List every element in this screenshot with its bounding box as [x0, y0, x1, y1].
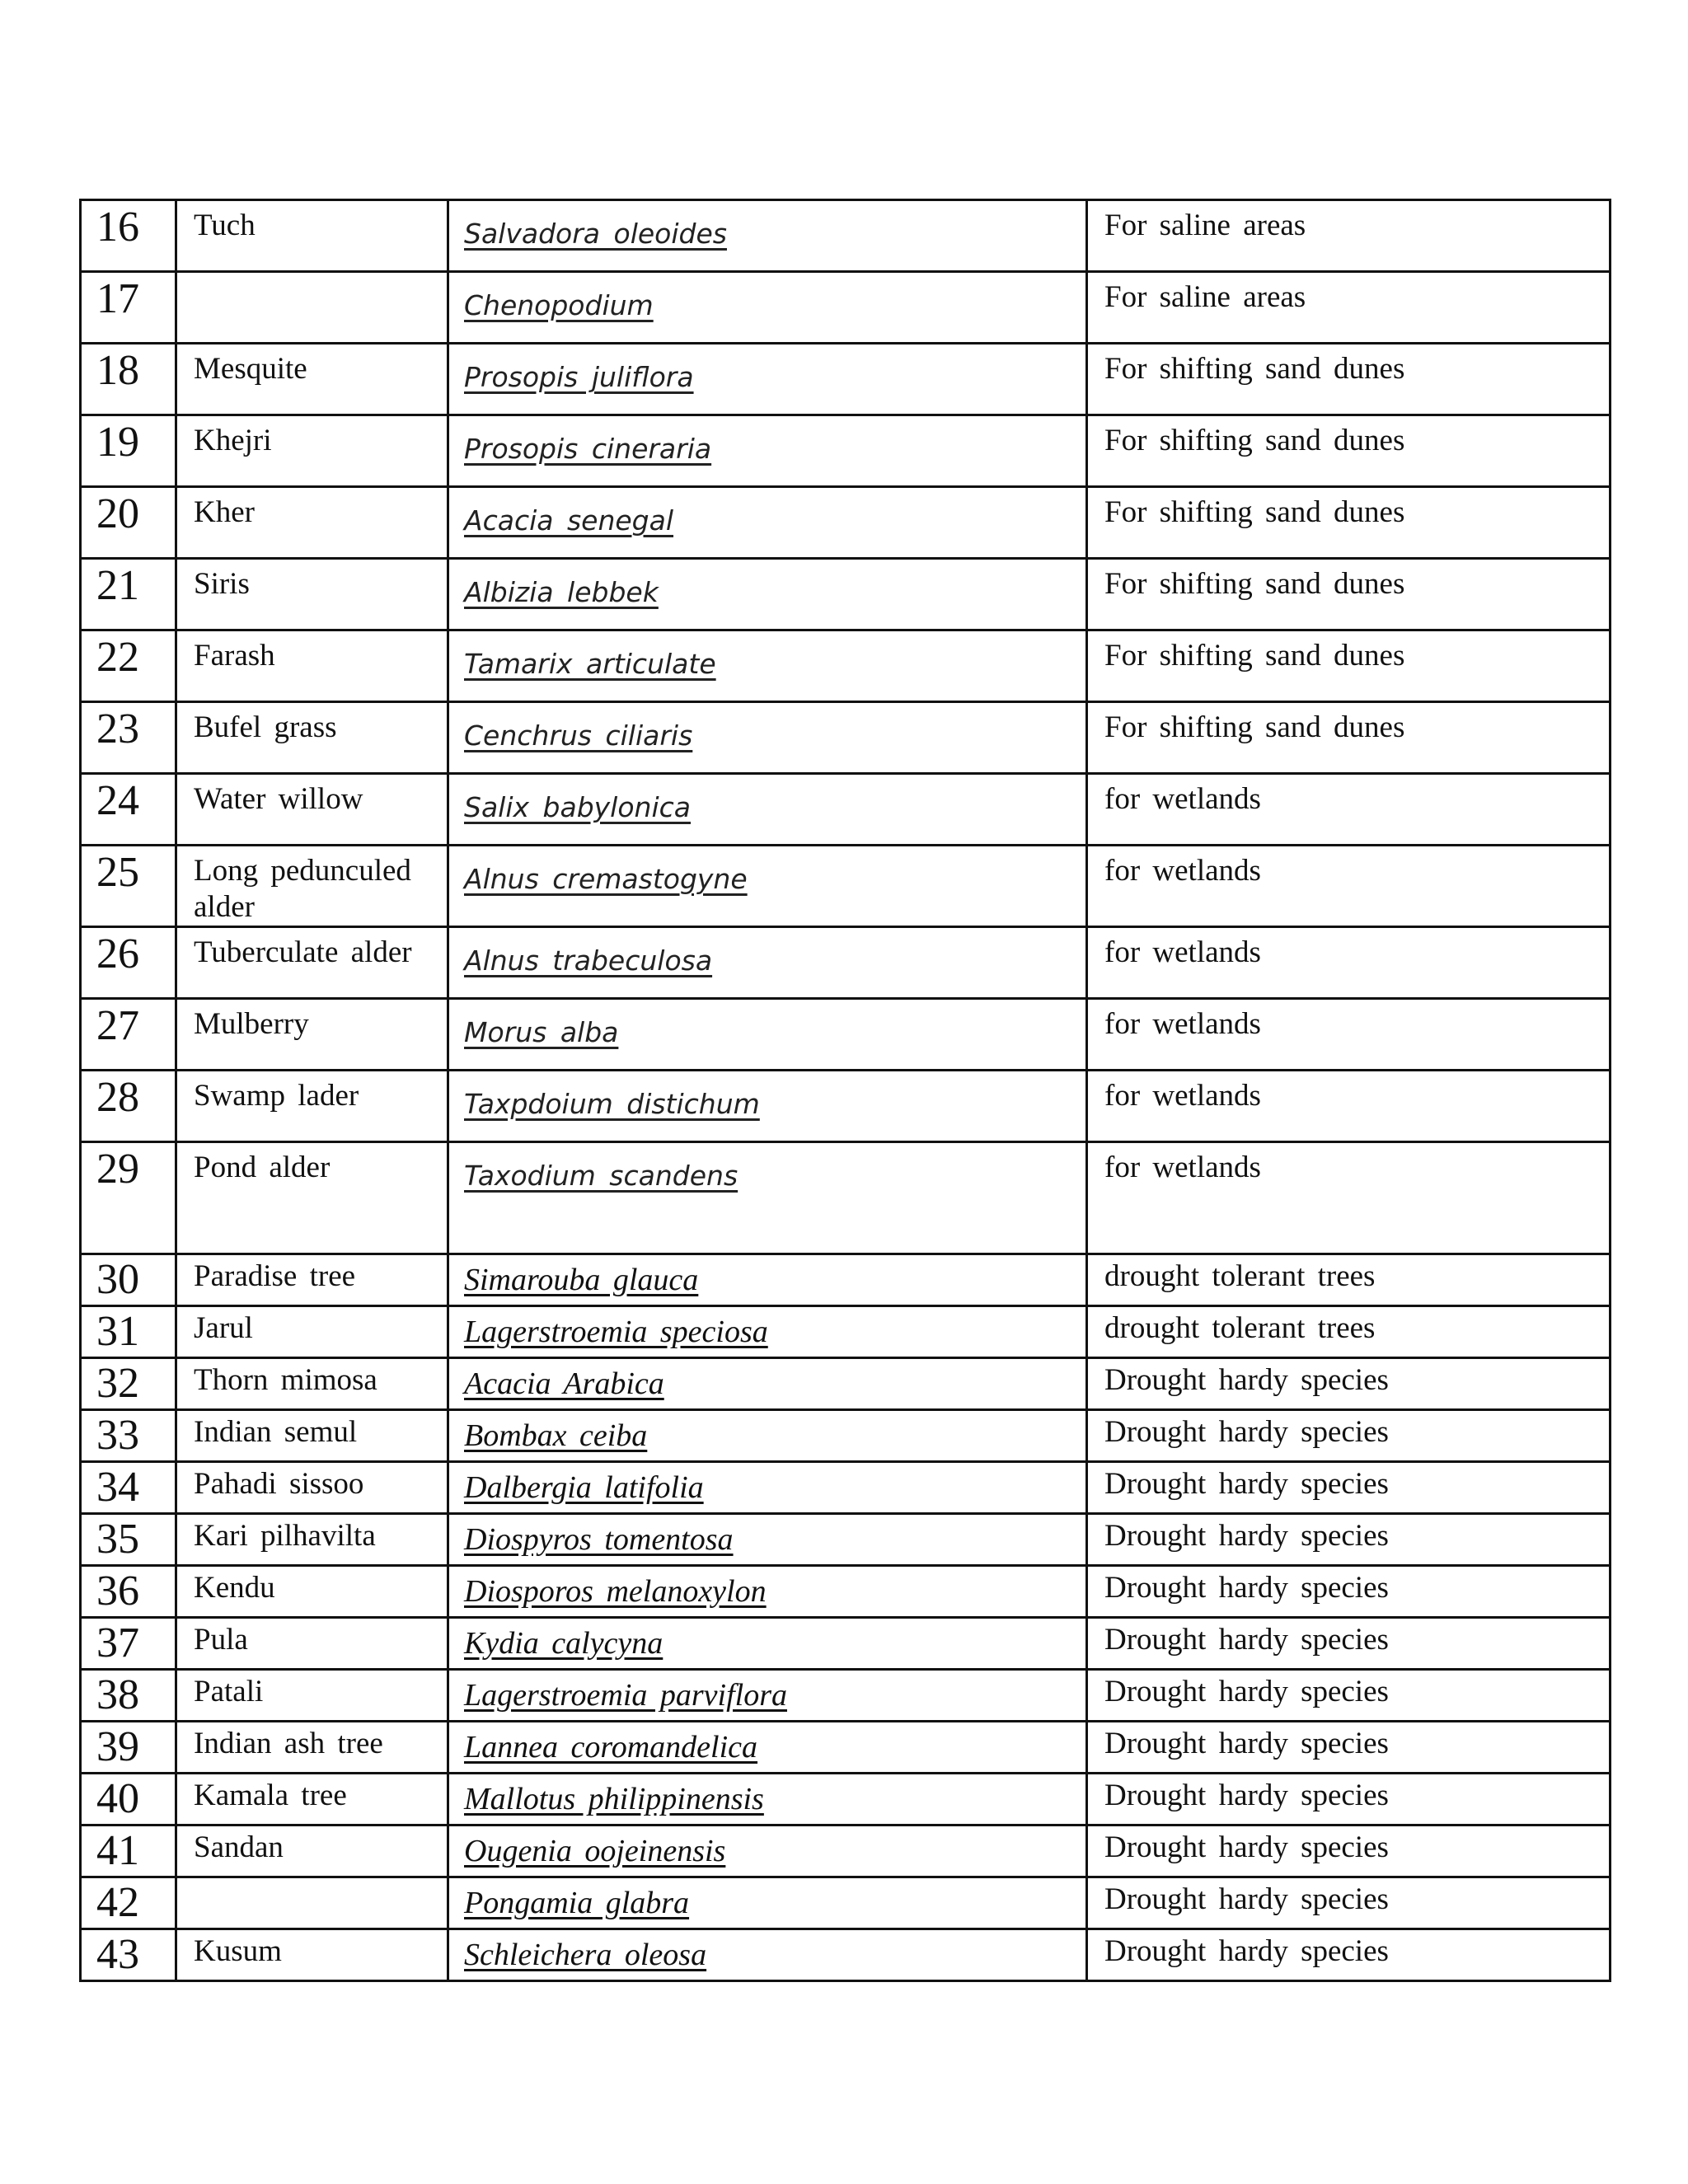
scientific-name: Lagerstroemia parviflora	[464, 1678, 787, 1713]
table-row	[81, 1254, 1611, 1306]
suitable-for: for wetlands	[1087, 1071, 1611, 1142]
scientific-name: Taxodium scandens	[464, 1160, 738, 1192]
scientific-name: Lannea coromandelica	[464, 1730, 758, 1765]
scientific-name-cell	[448, 1514, 1087, 1566]
table-row	[81, 1142, 1611, 1254]
suitable-for: Drought hardy species	[1087, 1877, 1611, 1929]
row-number: 22	[81, 630, 176, 702]
common-name: Water willow	[176, 774, 448, 846]
row-number: 31	[81, 1306, 176, 1358]
row-number: 26	[81, 927, 176, 999]
row-number: 33	[81, 1410, 176, 1462]
suitable-for: Drought hardy species	[1087, 1929, 1611, 1981]
row-number: 39	[81, 1722, 176, 1774]
row-number: 21	[81, 559, 176, 630]
scientific-name-cell	[448, 487, 1087, 559]
scientific-name: Lagerstroemia speciosa	[464, 1315, 768, 1349]
scientific-name-cell	[448, 1462, 1087, 1514]
suitable-for: drought tolerant trees	[1087, 1254, 1611, 1306]
table-row	[81, 344, 1611, 415]
scientific-name: Alnus cremastogyne	[464, 863, 748, 895]
scientific-name: Simarouba glauca	[464, 1263, 699, 1297]
scientific-name: Alnus trabeculosa	[464, 944, 713, 977]
species-table	[79, 199, 1611, 1982]
table-row	[81, 1877, 1611, 1929]
common-name: Pond alder	[176, 1142, 448, 1254]
table-row	[81, 1410, 1611, 1462]
common-name: Tuch	[176, 200, 448, 272]
suitable-for: For shifting sand dunes	[1087, 630, 1611, 702]
scientific-name: Albizia lebbek	[464, 576, 659, 608]
scientific-name: Morus alba	[464, 1016, 619, 1048]
suitable-for: Drought hardy species	[1087, 1566, 1611, 1618]
row-number: 29	[81, 1142, 176, 1254]
suitable-for: for wetlands	[1087, 999, 1611, 1071]
scientific-name: Chenopodium	[464, 289, 654, 321]
scientific-name-cell	[448, 1566, 1087, 1618]
table-row	[81, 927, 1611, 999]
suitable-for: drought tolerant trees	[1087, 1306, 1611, 1358]
table-row	[81, 487, 1611, 559]
scientific-name-cell	[448, 272, 1087, 344]
scientific-name-cell	[448, 1670, 1087, 1722]
row-number: 34	[81, 1462, 176, 1514]
scientific-name: Prosopis cineraria	[464, 433, 712, 465]
scientific-name: Salix babylonica	[464, 791, 691, 823]
suitable-for: Drought hardy species	[1087, 1514, 1611, 1566]
common-name: Pula	[176, 1618, 448, 1670]
suitable-for: For shifting sand dunes	[1087, 487, 1611, 559]
common-name: Tuberculate alder	[176, 927, 448, 999]
common-name: Patali	[176, 1670, 448, 1722]
suitable-for: Drought hardy species	[1087, 1670, 1611, 1722]
suitable-for: for wetlands	[1087, 927, 1611, 999]
scientific-name: Schleichera oleosa	[464, 1938, 707, 1972]
scientific-name-cell	[448, 1825, 1087, 1877]
scientific-name: Taxpdoium distichum	[464, 1088, 760, 1120]
table-row	[81, 702, 1611, 774]
scientific-name-cell	[448, 200, 1087, 272]
table-row	[81, 1358, 1611, 1410]
row-number: 37	[81, 1618, 176, 1670]
table-row	[81, 1566, 1611, 1618]
scientific-name: Diospyros tomentosa	[464, 1522, 734, 1557]
scientific-name: Cenchrus ciliaris	[464, 719, 693, 752]
common-name: Paradise tree	[176, 1254, 448, 1306]
row-number: 28	[81, 1071, 176, 1142]
scientific-name-cell	[448, 344, 1087, 415]
scientific-name-cell	[448, 1142, 1087, 1254]
table-row	[81, 200, 1611, 272]
table-row	[81, 1618, 1611, 1670]
row-number: 43	[81, 1929, 176, 1981]
row-number: 32	[81, 1358, 176, 1410]
scientific-name: Salvadora oleoides	[464, 218, 727, 250]
row-number: 19	[81, 415, 176, 487]
table-row	[81, 846, 1611, 927]
common-name: Kendu	[176, 1566, 448, 1618]
scientific-name: Bombax ceiba	[464, 1418, 648, 1453]
row-number: 42	[81, 1877, 176, 1929]
suitable-for: Drought hardy species	[1087, 1462, 1611, 1514]
table-row	[81, 1722, 1611, 1774]
table-row	[81, 559, 1611, 630]
row-number: 23	[81, 702, 176, 774]
common-name: Indian ash tree	[176, 1722, 448, 1774]
scientific-name-cell	[448, 630, 1087, 702]
common-name: Kusum	[176, 1929, 448, 1981]
scientific-name-cell	[448, 559, 1087, 630]
row-number: 30	[81, 1254, 176, 1306]
scientific-name-cell	[448, 846, 1087, 927]
common-name: Bufel grass	[176, 702, 448, 774]
scientific-name-cell	[448, 1254, 1087, 1306]
common-name: Kher	[176, 487, 448, 559]
scientific-name-cell	[448, 1410, 1087, 1462]
scientific-name-cell	[448, 1877, 1087, 1929]
scientific-name-cell	[448, 1774, 1087, 1825]
row-number: 25	[81, 846, 176, 927]
scientific-name: Diosporos melanoxylon	[464, 1574, 767, 1609]
table-row	[81, 1462, 1611, 1514]
suitable-for: Drought hardy species	[1087, 1774, 1611, 1825]
suitable-for: For shifting sand dunes	[1087, 702, 1611, 774]
scientific-name: Kydia calycyna	[464, 1626, 663, 1661]
scientific-name-cell	[448, 702, 1087, 774]
suitable-for: Drought hardy species	[1087, 1825, 1611, 1877]
scientific-name: Acacia Arabica	[464, 1366, 664, 1401]
row-number: 18	[81, 344, 176, 415]
scientific-name-cell	[448, 927, 1087, 999]
scientific-name: Pongamia glabra	[464, 1886, 690, 1920]
scientific-name: Ougenia oojeinensis	[464, 1834, 726, 1868]
common-name: Siris	[176, 559, 448, 630]
row-number: 20	[81, 487, 176, 559]
row-number: 38	[81, 1670, 176, 1722]
common-name: Long pedunculed alder	[176, 846, 448, 927]
scientific-name-cell	[448, 1358, 1087, 1410]
table-row	[81, 1825, 1611, 1877]
suitable-for: Drought hardy species	[1087, 1410, 1611, 1462]
common-name: Farash	[176, 630, 448, 702]
table-row	[81, 630, 1611, 702]
scientific-name-cell	[448, 999, 1087, 1071]
scientific-name: Dalbergia latifolia	[464, 1470, 704, 1505]
common-name: Kari pilhavilta	[176, 1514, 448, 1566]
common-name: Khejri	[176, 415, 448, 487]
table-row	[81, 415, 1611, 487]
suitable-for: For shifting sand dunes	[1087, 559, 1611, 630]
scientific-name-cell	[448, 1929, 1087, 1981]
table-row	[81, 1774, 1611, 1825]
scientific-name: Mallotus philippinensis	[464, 1782, 764, 1816]
scientific-name-cell	[448, 1306, 1087, 1358]
suitable-for: Drought hardy species	[1087, 1618, 1611, 1670]
suitable-for: for wetlands	[1087, 846, 1611, 927]
row-number: 40	[81, 1774, 176, 1825]
scientific-name-cell	[448, 774, 1087, 846]
scientific-name-cell	[448, 415, 1087, 487]
scientific-name-cell	[448, 1722, 1087, 1774]
suitable-for: For saline areas	[1087, 272, 1611, 344]
row-number: 24	[81, 774, 176, 846]
suitable-for: Drought hardy species	[1087, 1722, 1611, 1774]
common-name	[176, 1877, 448, 1929]
table-row	[81, 272, 1611, 344]
common-name: Kamala tree	[176, 1774, 448, 1825]
common-name: Swamp lader	[176, 1071, 448, 1142]
scientific-name-cell	[448, 1618, 1087, 1670]
row-number: 35	[81, 1514, 176, 1566]
row-number: 16	[81, 200, 176, 272]
scientific-name: Prosopis juliflora	[464, 361, 694, 393]
common-name: Sandan	[176, 1825, 448, 1877]
suitable-for: Drought hardy species	[1087, 1358, 1611, 1410]
row-number: 36	[81, 1566, 176, 1618]
scientific-name-cell	[448, 1071, 1087, 1142]
common-name: Mulberry	[176, 999, 448, 1071]
table-row	[81, 1071, 1611, 1142]
row-number: 41	[81, 1825, 176, 1877]
table-row	[81, 774, 1611, 846]
suitable-for: for wetlands	[1087, 1142, 1611, 1254]
suitable-for: for wetlands	[1087, 774, 1611, 846]
scientific-name: Acacia senegal	[464, 504, 674, 537]
common-name: Pahadi sissoo	[176, 1462, 448, 1514]
common-name	[176, 272, 448, 344]
common-name: Thorn mimosa	[176, 1358, 448, 1410]
suitable-for: For shifting sand dunes	[1087, 415, 1611, 487]
table-row	[81, 1514, 1611, 1566]
table-row	[81, 1670, 1611, 1722]
common-name: Indian semul	[176, 1410, 448, 1462]
suitable-for: For saline areas	[1087, 200, 1611, 272]
table-row	[81, 999, 1611, 1071]
table-row	[81, 1306, 1611, 1358]
common-name: Jarul	[176, 1306, 448, 1358]
common-name: Mesquite	[176, 344, 448, 415]
suitable-for: For shifting sand dunes	[1087, 344, 1611, 415]
row-number: 17	[81, 272, 176, 344]
scientific-name: Tamarix articulate	[464, 648, 716, 680]
table-row	[81, 1929, 1611, 1981]
row-number: 27	[81, 999, 176, 1071]
